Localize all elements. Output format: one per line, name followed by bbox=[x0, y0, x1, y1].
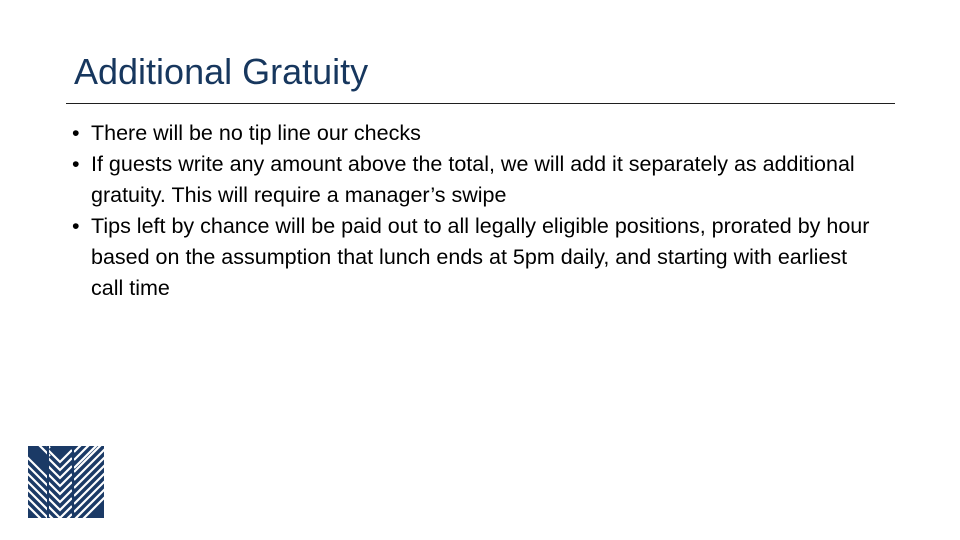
title-divider bbox=[66, 103, 895, 104]
striped-letter-logo-icon bbox=[28, 446, 104, 518]
slide-title: Additional Gratuity bbox=[74, 51, 369, 92]
bullet-text: There will be no tip line our checks bbox=[91, 121, 421, 145]
bullet-item bbox=[72, 118, 872, 149]
bullet-text: If guests write any amount above the total, we will add it separately as additional gratuity. This will require a manager’s swipe bbox=[91, 152, 855, 207]
bullet-list bbox=[72, 118, 872, 304]
bullet-item bbox=[72, 149, 872, 211]
bullet-text: Tips left by chance will be paid out to all legally eligible positions, prorated by hour based on the assumption that lunch ends at 5pm daily, and starting with earliest call time bbox=[91, 214, 870, 300]
bullet-marker-icon: • bbox=[72, 214, 80, 238]
bullet-item bbox=[72, 211, 872, 304]
bullet-marker-icon: • bbox=[72, 121, 80, 145]
bullet-marker-icon: • bbox=[72, 152, 80, 176]
